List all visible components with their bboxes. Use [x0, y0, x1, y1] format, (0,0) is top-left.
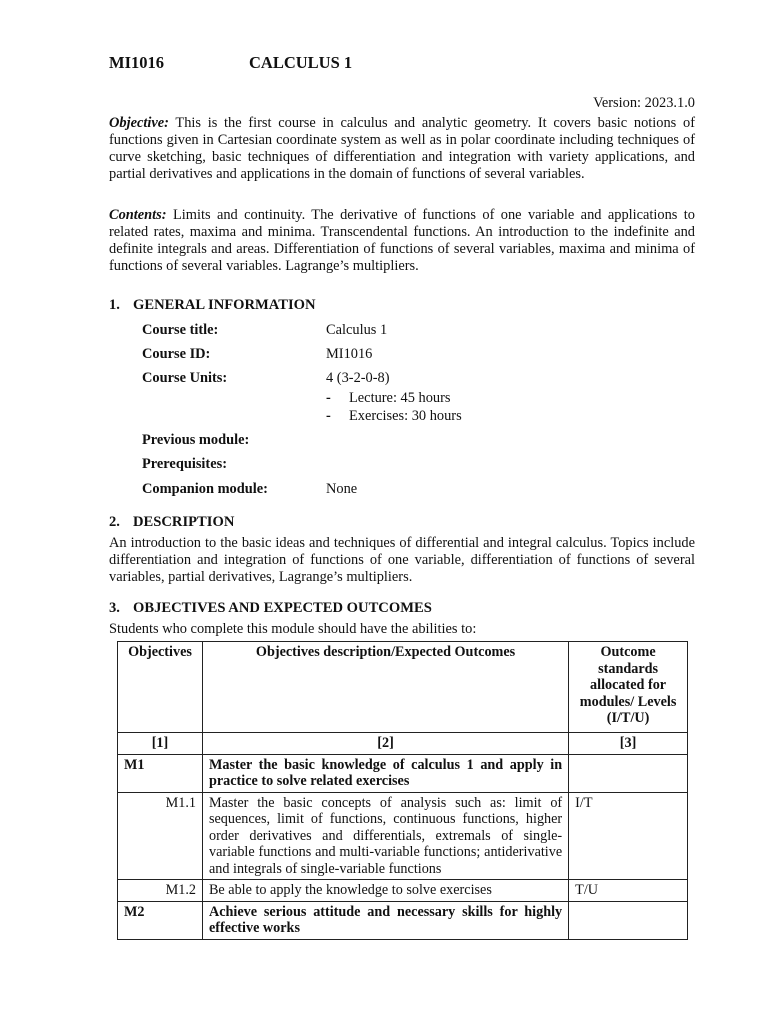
- companion-module-label: Companion module:: [142, 481, 268, 497]
- table-row: [118, 792, 688, 880]
- section-3-title: OBJECTIVES AND EXPECTED OUTCOMES: [133, 600, 432, 616]
- course-title-label: Course title:: [142, 322, 219, 338]
- contents-text: Limits and continuity. The derivative of functions of one variable and applications to related rates, maxima and minima. Transcendental functions. An introduction to the indefinite and definite integrals and areas. Differentiation of functions of several variables, maxima and minima of functions of several variables. Lagrange’s multipliers.: [109, 207, 695, 274]
- index-cell-3: [3]: [569, 733, 688, 755]
- course-name: CALCULUS 1: [249, 53, 353, 72]
- section-3-heading: [109, 600, 432, 617]
- objectives-table: [117, 641, 688, 940]
- section-2-heading: [109, 514, 234, 531]
- table-row: [118, 754, 688, 792]
- objective-id: M1.1: [118, 792, 203, 880]
- table-row: [118, 880, 688, 902]
- objective-id: M2: [118, 901, 203, 939]
- course-id-value: MI1016: [326, 346, 373, 362]
- objective-paragraph: [109, 115, 695, 183]
- prerequisites-label: Prerequisites:: [142, 456, 227, 472]
- objective-level: T/U: [569, 880, 688, 902]
- objectives-intro: Students who complete this module should have the abilities to:: [109, 621, 477, 637]
- table-index-row: [118, 733, 688, 755]
- objective-description: Be able to apply the knowledge to solve exercises: [202, 880, 568, 902]
- objective-description: Master the basic concepts of analysis such as: limit of sequences, limit of functions, continuous functions, higher order derivatives and differentials, extremals of single-variable functions and multi-variable functions; antiderivative and integrals of single-variable functions: [202, 792, 568, 880]
- previous-module-label: Previous module:: [142, 432, 250, 448]
- course-units-value: 4 (3-2-0-8): [326, 370, 390, 386]
- contents-paragraph: [109, 207, 695, 275]
- objective-label: Objective:: [109, 115, 169, 131]
- version-label: Version: 2023.1.0: [593, 95, 695, 111]
- objective-id: M1.2: [118, 880, 203, 902]
- course-units-label: Course Units:: [142, 370, 228, 386]
- objective-text: This is the first course in calculus and analytic geometry. It covers basic notions of functions given in Cartesian coordinate system as well as in polar coordinate including techniques of curve sketching, basic techniques of differentiation and integration with variety applications, and partial derivatives and applications in the domain of functions of several variables.: [109, 115, 695, 182]
- section-1-title: GENERAL INFORMATION: [133, 297, 316, 313]
- description-paragraph: An introduction to the basic ideas and techniques of differential and integral calculus. Topics include differentiation and integration of functions of one variable, differentiation of functions of several variables, partial derivatives, Lagrange’s multipliers.: [109, 535, 695, 585]
- header-objectives: Objectives: [118, 642, 203, 733]
- course-id-label: Course ID:: [142, 346, 211, 362]
- index-cell-1: [1]: [118, 733, 203, 755]
- course-heading: [109, 54, 352, 71]
- companion-module-value: None: [326, 481, 358, 497]
- header-outcome-standards: Outcome standards allocated for modules/ Levels (I/T/U): [569, 642, 688, 733]
- objective-level: I/T: [569, 792, 688, 880]
- objective-id: M1: [118, 754, 203, 792]
- objective-level: [569, 754, 688, 792]
- index-cell-2: [2]: [202, 733, 568, 755]
- units-bullet-lecture: - Lecture: 45 hours: [326, 390, 451, 406]
- section-1-number: 1.: [109, 297, 120, 313]
- objective-description: Master the basic knowledge of calculus 1 and apply in practice to solve related exercises: [202, 754, 568, 792]
- section-2-title: DESCRIPTION: [133, 514, 235, 530]
- objective-level: [569, 901, 688, 939]
- table-row: [118, 901, 688, 939]
- section-2-number: 2.: [109, 514, 120, 530]
- units-bullet-exercises: - Exercises: 30 hours: [326, 408, 462, 424]
- contents-label: Contents:: [109, 207, 167, 223]
- course-title-value: Calculus 1: [326, 322, 388, 338]
- section-1-heading: [109, 297, 316, 314]
- section-3-number: 3.: [109, 600, 120, 616]
- table-header-row: [118, 642, 688, 733]
- header-description: Objectives description/Expected Outcomes: [202, 642, 568, 733]
- course-code: MI1016: [109, 53, 164, 72]
- objective-description: Achieve serious attitude and necessary skills for highly effective works: [202, 901, 568, 939]
